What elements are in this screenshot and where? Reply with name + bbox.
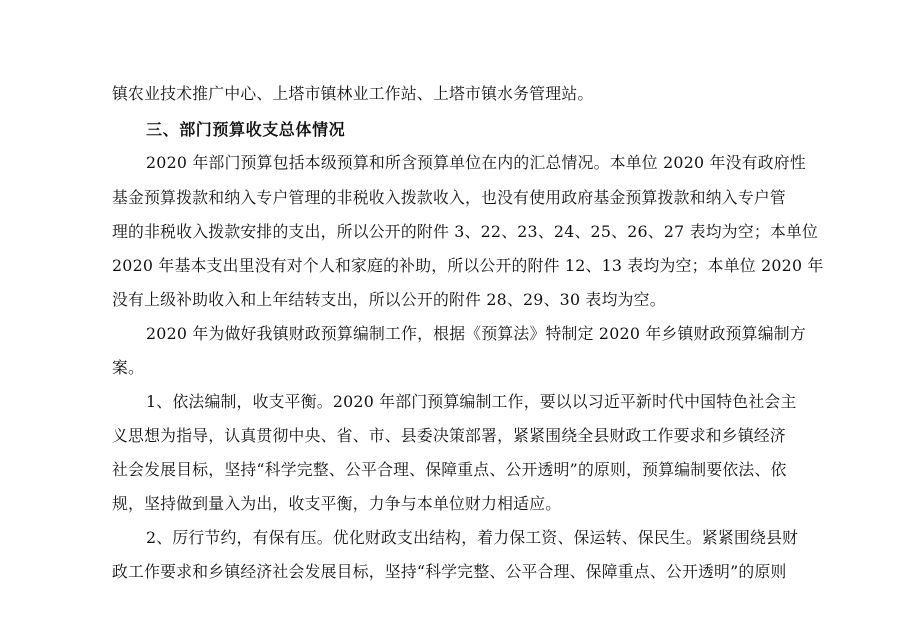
text-line-4: 理的非税收入拨款安排的支出，所以公开的附件 3、22、23、24、25、26、27 表均为空；本单位 <box>112 222 819 241</box>
text-line-1: 镇农业技术推广中心、上塔市镇林业工作站、上塔市镇水务管理站。 <box>112 84 594 103</box>
text-line-9: 1、依法编制，收支平衡。2020 年部门预算编制工作，要以以习近平新时代中国特色社会主 <box>146 392 797 411</box>
text-line-6: 没有上级补助收入和上年结转支出，所以公开的附件 28、29、30 表均为空。 <box>112 290 666 309</box>
text-line-3: 基金预算拨款和纳入专户管理的非税收入拨款收入，也没有使用政府基金预算拨款和纳入专户管 <box>112 188 786 207</box>
text-line-13: 2、厉行节约，有保有压。优化财政支出结构，着力保工资、保运转、保民生。紧紧围绕县财 <box>146 528 799 547</box>
text-line-8: 案。 <box>112 358 145 377</box>
section-heading: 三、部门预算收支总体情况 <box>146 120 346 139</box>
text-line-10: 义思想为指导，认真贯彻中央、省、市、县委决策部署，紧紧围绕全县财政工作要求和乡镇经济 <box>112 426 786 445</box>
text-line-14: 政工作要求和乡镇经济社会发展目标，坚持“科学完整、公平合理、保障重点、公开透明”的原则 <box>112 562 787 581</box>
text-line-7: 2020 年为做好我镇财政预算编制工作，根据《预算法》特制定 2020 年乡镇财政预算编制方 <box>146 324 806 343</box>
text-line-12: 规，坚持做到量入为出，收支平衡，力争与本单位财力相适应。 <box>112 494 562 513</box>
text-line-11: 社会发展目标，坚持“科学完整、公平合理、保障重点、公开透明”的原则，预算编制要依法、依 <box>112 460 787 479</box>
text-line-2: 2020 年部门预算包括本级预算和所含预算单位在内的汇总情况。本单位 2020 年没有政府性 <box>146 153 806 172</box>
text-line-5: 2020 年基本支出里没有对个人和家庭的补助，所以公开的附件 12、13 表均为空；本单位 2020 年 <box>112 256 824 275</box>
